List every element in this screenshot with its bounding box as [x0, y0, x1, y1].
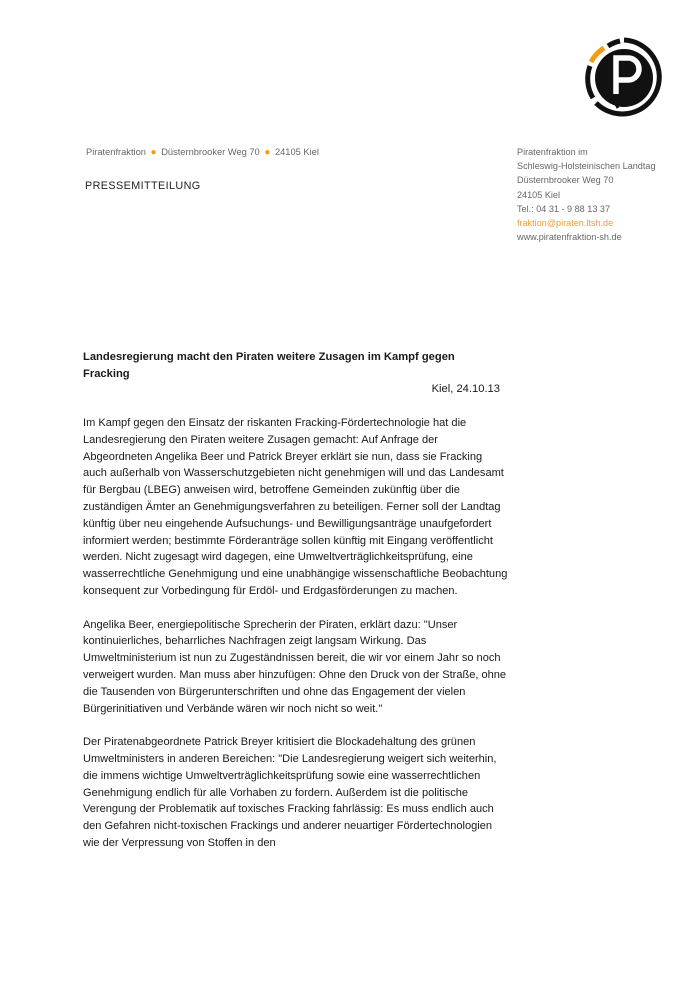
- body-paragraph: Der Piratenabgeordnete Patrick Breyer kritisiert die Blockadehaltung des grünen Umweltministers in anderen Bereichen: "Die Landesregierung weigert sich weiterhin, die immens wichtige Umweltverträglichkeitsprüfung sowie eine wasserrechtlichen Genehmigung endlich für alle Vorhaben zu fordern. Außerdem ist die politische Verengung der Problematik auf toxisches Fracking fahrlässig: Es muss endlich auch den Gefahren nicht-toxischen Frackings und anderer neuartiger Fördertechnologien wie der Verpressung von Stoffen in den: [83, 736, 497, 849]
- sender-city: 24105 Kiel: [274, 147, 319, 157]
- pirate-party-logo-icon: [584, 36, 664, 122]
- contact-block: [517, 145, 656, 244]
- contact-line-1: Piratenfraktion im: [517, 147, 588, 157]
- sender-street: Düsternbrooker Weg 70: [161, 147, 260, 157]
- contact-line-3: Düsternbrooker Weg 70: [517, 175, 614, 186]
- separator-dot: ●: [150, 147, 157, 158]
- contact-web-link[interactable]: www.piratenfraktion-sh.de: [517, 232, 622, 243]
- sender-address-line: [86, 147, 319, 158]
- separator-dot: ●: [264, 147, 271, 158]
- contact-email-link[interactable]: fraktion@piraten.ltsh.de: [517, 218, 614, 229]
- contact-line-2: Schleswig-Holsteinischen Landtag: [517, 161, 656, 172]
- document-type: PRESSEMITTEILUNG: [85, 180, 201, 192]
- press-release-body: [83, 415, 508, 869]
- press-release-headline: Landesregierung macht den Piraten weitere Zusagen im Kampf gegen Fracking: [83, 351, 455, 380]
- dateline: Kiel, 24.10.13: [431, 383, 500, 395]
- sender-org: Piratenfraktion: [86, 147, 146, 157]
- body-paragraph: Im Kampf gegen den Einsatz der riskanten Fracking-Fördertechnologie hat die Landesregierung den Piraten weitere Zusagen gemacht: Auf Anfrage der Abgeordneten Angelika Beer und Patrick Breyer erklärt sie nun, dass sie Fracking auch außerhalb von Wasserschutzgebieten nicht genehmigen will und das Landesamt für Bergbau (LBEG) anweisen wird, betroffene Gemeinden zukünftig über die zuständigen Ämter an Genehmigungsverfahren zu beteiligen. Ferner soll der Landtag künftig über neu eingehende Aufsuchungs- und Bewilligungsanträge unaufgefordert informiert werden; bestimmte Förderanträge sollen künftig mit Eingang veröffentlicht werden. Nicht zugesagt wird dagegen, eine Umweltverträglichkeitsprüfung, eine wasserrechtliche Genehmigung und eine unabhängige wissenschaftliche Beobachtung konsequent zur Vorbedingung für Erdöl- und Erdgasförderungen zu machen.: [83, 417, 508, 597]
- contact-line-4: 24105 Kiel: [517, 189, 560, 200]
- contact-phone: Tel.: 04 31 - 9 88 13 37: [517, 203, 611, 214]
- body-paragraph: Angelika Beer, energiepolitische Sprecherin der Piraten, erklärt dazu: "Unser kontinuierliches, beharrliches Nachfragen zeigt langsam Wirkung. Das Umweltministerium ist nun zu Zugeständnissen bereit, die wir vor einem Jahr so noch verweigert wurden. Man muss aber hinzufügen: Ohne den Druck von der Straße, ohne die Tausenden von Bürgerunterschriften und ohne das Engagement der vielen Bürgerinitiativen und Verbände wären wir noch nicht so weit.": [83, 618, 507, 715]
